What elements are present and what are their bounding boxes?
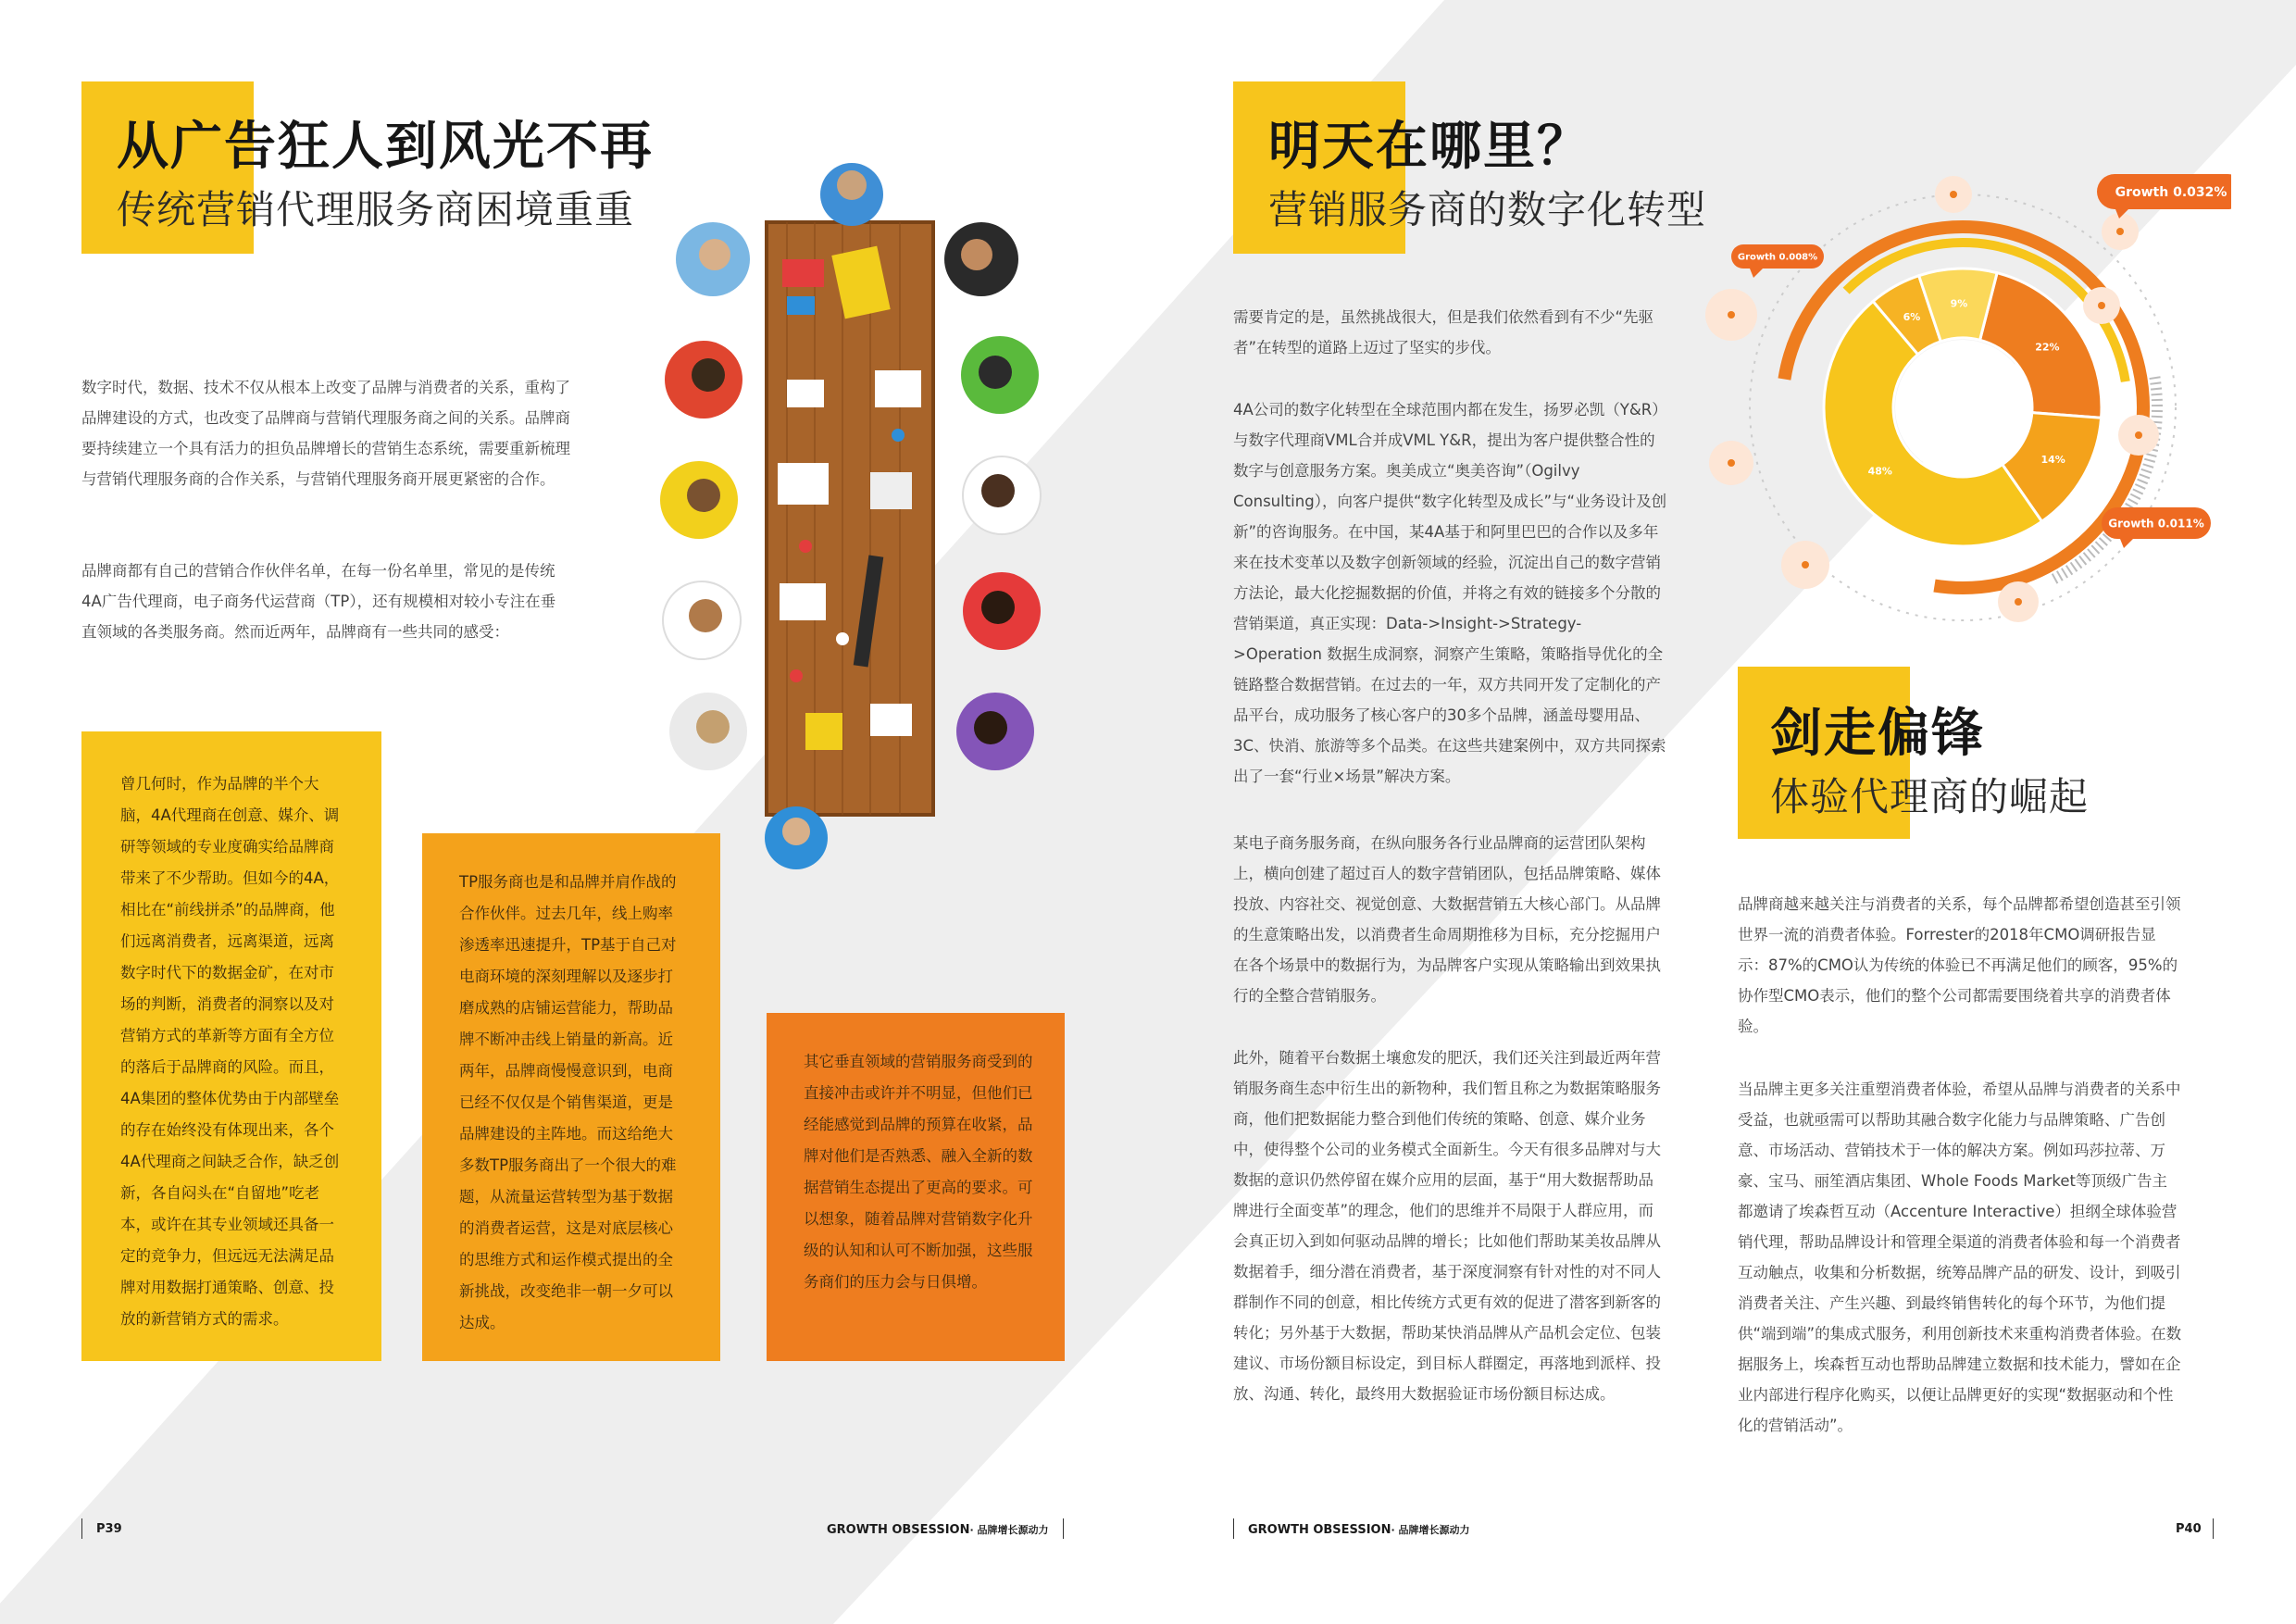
growth-donut-chart	[1694, 157, 2231, 639]
chart-slice-label: 48%	[1867, 465, 1892, 478]
left-paragraph-1: 数字时代，数据、技术不仅从根本上改变了品牌与消费者的关系，重构了品牌建设的方式，也改变了品牌商与营销代理服务商之间的关系。品牌商要持续建立一个具有活力的担负品牌增长的营销生态系统，需要重新梳理与营销代理服务商的合作关系，与营销代理服务商开展更紧密的合作。	[81, 379, 570, 488]
info-box-tp-text: TP服务商也是和品牌并肩作战的合作伙伴。过去几年，线上购率渗透率迅速提升，TP基于自己对电商环境的深刻理解以及逐步打磨成熟的店铺运营能力，帮助品牌不断冲击线上销量的新高。近两年，品牌商慢慢意识到，电商已经不仅仅是个销售渠道，更是品牌建设的主阵地。而这给绝大多数TP服务商出了一个很大的难题，从流量运营转型为基于数据的消费者运营，这是对底层核心的思维方式和运作模式提出的全新挑战，改变绝非一朝一夕可以达成。	[459, 873, 677, 1331]
footer-divider-right	[1233, 1518, 1234, 1539]
right-subtitle: 营销服务商的数字化转型	[1268, 187, 1707, 232]
chart-decor-dot	[2098, 302, 2105, 309]
chart-decor-dot	[1950, 191, 1957, 198]
right-page-number: P40	[2176, 1522, 2202, 1536]
right-paragraph-5: 品牌商越来越关注与消费者的关系，每个品牌都希望创造甚至引领世界一流的消费者体验。Forrester的2018年CMO调研报告显示：87%的CMO认为传统的体验已不再满足他们的顾客，95%的协作型CMO表示，他们的整个公司都需要围绕着共享的消费者体验。	[1738, 895, 2181, 1035]
chart-callout-pointer	[2120, 539, 2133, 548]
right-paragraph-1: 需要肯定的是，虽然挑战很大，但是我们依然看到有不少“先驱者”在转型的道路上迈过了坚实的步伐。	[1233, 308, 1654, 356]
right-title: 明天在哪里？	[1268, 117, 1591, 177]
chart-slice-label: 6%	[1903, 310, 1921, 323]
left-page-number: P39	[96, 1522, 122, 1536]
team-meeting-photo	[657, 157, 1046, 870]
chart-slices	[1824, 269, 2102, 546]
right-paragraph-2: 4A公司的数字化转型在全球范围内都在发生，扬罗必凯（Y&R）与数字代理商VML合并成VML Y&R，提出为客户提供整合性的数字与创意服务方案。奥美成立“奥美咨询”（Ogilvy Consulting），向客户提供“数字化转型及成长”与“业务设计及创新”的咨询服务。在中国，某4A基于和阿里巴巴的合作以及多年来在技术变革以及数字创新领域的经验，沉淀出自己的数字营销方法论，最大化挖掘数据的价值，并将之有效的链接多个分散的营销渠道，真正实现：Data->Insight->Strategy->Operation 数据生成洞察，洞察产生策略，策略指导优化的全链路整合数据营销。在过去的一年，双方共同开发了定制化的产品平台，成功服务了核心客户的30多个品牌，涵盖母婴用品、3C、快消、旅游等多个品类。在这些共建案例中，双方共同探索出了一套“行业×场景”解决方案。	[1233, 401, 1667, 785]
left-subtitle: 传统营销代理服务商困境重重	[117, 187, 635, 232]
left-title: 从广告狂人到风光不再	[117, 117, 654, 177]
footer-divider-left	[81, 1518, 82, 1539]
chart-slice-label: 22%	[2035, 341, 2060, 354]
info-box-4a	[81, 731, 381, 1361]
chart-decor-dot	[2015, 598, 2022, 606]
chart-callout-label: Growth 0.032%	[2115, 185, 2227, 201]
footer-divider-right-end	[2213, 1518, 2214, 1539]
chart-slice-label: 9%	[1950, 297, 1968, 310]
chart-decor-dot	[2135, 431, 2142, 439]
info-box-vertical-text: 其它垂直领域的营销服务商受到的直接冲击或许并不明显，但他们已经能感觉到品牌的预算在收紧，品牌对他们是否熟悉、融入全新的数据营销生态提出了更高的要求。可以想象，随着品牌对营销数字化升级的认知和认可不断加强，这些服务商们的压力会与日俱增。	[804, 1053, 1033, 1291]
right-paragraph-3: 某电子商务服务商，在纵向服务各行业品牌商的运营团队架构上，横向创建了超过百人的数字营销团队，包括品牌策略、媒体投放、内容社交、视觉创意、大数据营销五大核心部门。从品牌的生意策略出发，以消费者生命周期推移为目标，充分挖掘用户在各个场景中的数据行为，为品牌客户实现从策略输出到效果执行的全整合营销服务。	[1233, 834, 1661, 1005]
chart-decor-dot	[1728, 311, 1735, 319]
left-magazine-name-en: GROWTH OBSESSION	[827, 1523, 970, 1537]
chart-slice-label: 14%	[2040, 453, 2065, 466]
left-magazine-name	[827, 1522, 1048, 1537]
left-paragraph-2: 品牌商都有自己的营销合作伙伴名单，在每一份名单里，常见的是传统4A广告代理商，电子商务代运营商（TP），还有规模相对较小专注在垂直领域的各类服务商。然而近两年，品牌商有一些共同的感受：	[81, 562, 556, 641]
chart-decor-dot	[2116, 228, 2124, 235]
info-box-vertical	[767, 1013, 1065, 1361]
chart-callout-label: Growth 0.011%	[2108, 517, 2204, 531]
right-title-2: 剑走偏锋	[1770, 704, 1985, 764]
left-magazine-name-cn: · 品牌增长源动力	[969, 1524, 1049, 1536]
chart-center-hole	[1895, 340, 2030, 475]
chart-callout-label: Growth 0.008%	[1737, 252, 1818, 263]
right-magazine-name-cn: · 品牌增长源动力	[1391, 1524, 1470, 1536]
chart-decor-dot	[1802, 561, 1809, 568]
right-magazine-name-en: GROWTH OBSESSION	[1248, 1523, 1391, 1537]
chart-callout-pointer	[1750, 269, 1763, 278]
right-paragraph-4: 此外，随着平台数据土壤愈发的肥沃，我们还关注到最近两年营销服务商生态中衍生出的新物种，我们暂且称之为数据策略服务商，他们把数据能力整合到他们传统的策略、创意、媒介业务中，使得整个公司的业务模式全面新生。今天有很多品牌对与大数据的意识仍然停留在媒介应用的层面，基于“用大数据帮助品牌进行全面变革”的理念，他们的思维并不局限于人群应用，而会真正切入到如何驱动品牌的增长；比如他们帮助某美妆品牌从数据着手，细分潜在消费者，基于深度洞察有针对性的对不同人群制作不同的创意，相比传统方式更有效的促进了潜客到新客的转化；另外基于大数据，帮助某快消品牌从产品机会定位、包装建议、市场份额目标设定，到目标人群圈定，再落地到派样、投放、沟通、转化，最终用大数据验证市场份额目标达成。	[1233, 1049, 1661, 1403]
info-box-tp	[422, 833, 720, 1361]
chart-decor-dot	[1728, 459, 1735, 467]
info-box-4a-text: 曾几何时，作为品牌的半个大脑，4A代理商在创意、媒介、调研等领域的专业度确实给品牌商带来了不少帮助。但如今的4A，相比在“前线拼杀”的品牌商，他们远离消费者，远离渠道，远离数字时代下的数据金矿，在对市场的判断，消费者的洞察以及对营销方式的革新等方面有全方位的落后于品牌商的风险。而且，4A集团的整体优势由于内部壁垒的存在始终没有体现出来，各个4A代理商之间缺乏合作，缺乏创新，各自闷头在“自留地”吃老本，或许在其专业领域还具备一定的竞争力，但远远无法满足品牌对用数据打通策略、创意、投放的新营销方式的需求。	[120, 775, 340, 1328]
right-paragraph-6: 当品牌主更多关注重塑消费者体验，希望从品牌与消费者的关系中受益，也就亟需可以帮助其融合数字化能力与品牌策略、广告创意、市场活动、营销技术于一体的解决方案。例如玛莎拉蒂、万豪、宝马、丽笙酒店集团、Whole Foods Market等顶级广告主都邀请了埃森哲互动（Accenture Interactive）担纲全球体验营销代理，帮助品牌设计和管理全渠道的消费者体验和每一个消费者互动触点，收集和分析数据，统筹品牌产品的研发、设计，到吸引消费者关注、产生兴趣、到最终销售转化的每个环节，为他们提供“端到端”的集成式服务，利用创新技术来重构消费者体验。在数据服务上，埃森哲互动也帮助品牌建立数据和技术能力，譬如在企业内部进行程序化购买，以便让品牌更好的实现“数据驱动和个性化的营销活动”。	[1738, 1081, 2182, 1434]
right-magazine-name	[1248, 1522, 1469, 1537]
right-subtitle-2: 体验代理商的崛起	[1770, 774, 2090, 819]
footer-divider-left-end	[1063, 1518, 1064, 1539]
